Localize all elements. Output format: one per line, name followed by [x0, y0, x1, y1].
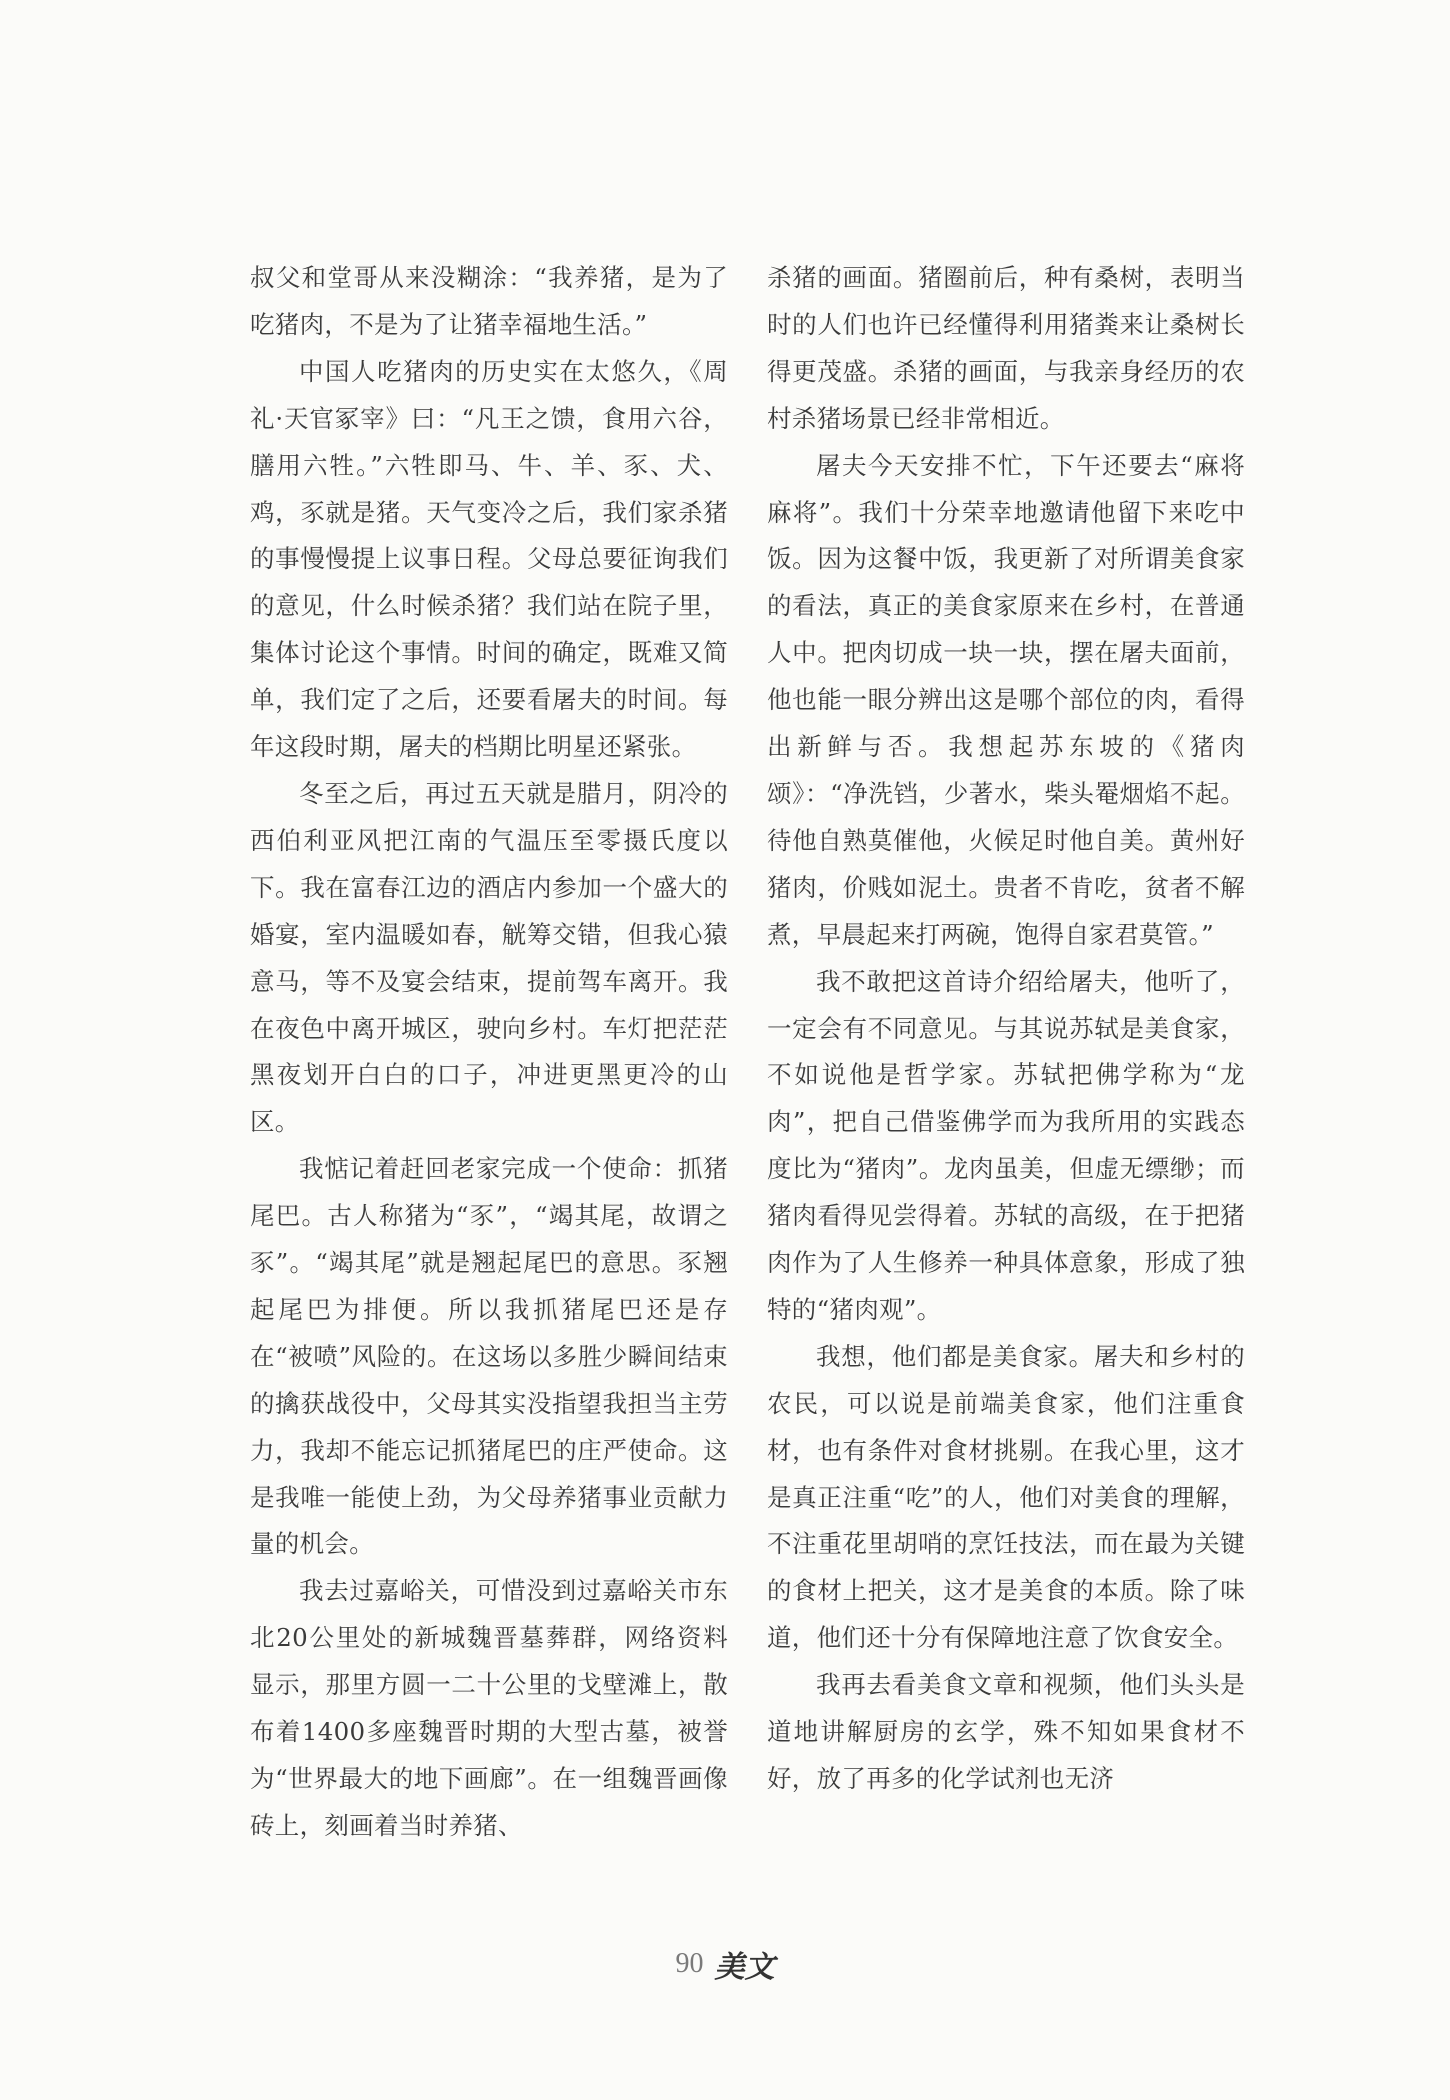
paragraph: 我不敢把这首诗介绍给屠夫，他听了，一定会有不同意见。与其说苏轼是美食家，不如说他是哲学家。苏轼把佛学称为“龙肉”，把自己借鉴佛学而为我所用的实践态度比为“猪肉”。龙肉虽美，但虚无缥缈；而猪肉看得见尝得着。苏轼的高级，在于把猪肉作为了人生修养一种具体意象，形成了独特的“猪肉观”。 [767, 966, 1245, 1324]
paragraph: 我去过嘉峪关，可惜没到过嘉峪关市东北20公里处的新城魏晋墓葬群，网络资料显示，那里方圆一二十公里的戈壁滩上，散布着1400多座魏晋时期的大型古墓，被誉为“世界最大的地下画廊”。在一组魏晋画像砖上，刻画着当时养猪、 [250, 1576, 728, 1840]
paragraph: 我想，他们都是美食家。屠夫和乡村的农民，可以说是前端美食家，他们注重食材，也有条件对食材挑剔。在我心里，这才是真正注重“吃”的人，他们对美食的理解，不注重花里胡哨的烹饪技法，而在最为关键的食材上把关，这才是美食的本质。除了味道，他们还十分有保障地注意了饮食安全。 [767, 1341, 1245, 1653]
paragraph: 杀猪的画面。猪圈前后，种有桑树，表明当时的人们也许已经懂得利用猪粪来让桑树长得更茂盛。杀猪的画面，与我亲身经历的农村杀猪场景已经非常相近。 [767, 263, 1245, 433]
page-number: 90 [675, 1948, 704, 1979]
paragraph: 我再去看美食文章和视频，他们头头是道地讲解厨房的玄学，殊不知如果食材不好，放了再多的化学试剂也无济 [767, 1670, 1245, 1793]
paragraph: 冬至之后，再过五天就是腊月，阴冷的西伯利亚风把江南的气温压至零摄氏度以下。我在富春江边的酒店内参加一个盛大的婚宴，室内温暖如春，觥筹交错，但我心猿意马，等不及宴会结束，提前驾车离开。我在夜色中离开城区，驶向乡村。车灯把茫茫黑夜划开白白的口子，冲进更黑更冷的山区。 [250, 778, 728, 1137]
text-column-left [250, 255, 728, 1850]
paragraph: 叔父和堂哥从来没糊涂：“我养猪，是为了吃猪肉，不是为了让猪幸福地生活。” [250, 263, 728, 339]
text-column-right [767, 255, 1245, 1803]
page-footer [0, 1942, 1450, 1986]
paragraph: 我惦记着赶回老家完成一个使命：抓猪尾巴。古人称猪为“豕”，“竭其尾，故谓之豕”。“竭其尾”就是翘起尾巴的意思。豕翘起尾巴为排便。所以我抓猪尾巴还是存在“被喷”风险的。在这场以多胜少瞬间结束的擒获战役中，父母其实没指望我担当主劳力，我却不能忘记抓猪尾巴的庄严使命。这是我唯一能使上劲，为父母养猪事业贡献力量的机会。 [250, 1154, 728, 1559]
paragraph: 中国人吃猪肉的历史实在太悠久，《周礼·天官冢宰》曰：“凡王之馈，食用六谷，膳用六牲。”六牲即马、牛、羊、豕、犬、鸡，豕就是猪。天气变冷之后，我们家杀猪的事慢慢提上议事日程。父母总要征询我们的意见，什么时候杀猪？我们站在院子里，集体讨论这个事情。时间的确定，既难又简单，我们定了之后，还要看屠夫的时间。每年这段时期，屠夫的档期比明星还紧张。 [250, 356, 728, 762]
paragraph: 屠夫今天安排不忙，下午还要去“麻将麻将”。我们十分荣幸地邀请他留下来吃中饭。因为这餐中饭，我更新了对所谓美食家的看法，真正的美食家原来在乡村，在普通人中。把肉切成一块一块，摆在屠夫面前，他也能一眼分辨出这是哪个部位的肉，看得出新鲜与否。我想起苏东坡的《猪肉颂》：“净洗铛，少著水，柴头罨烟焰不起。待他自熟莫催他，火候足时他自美。黄州好猪肉，价贱如泥土。贵者不肯吃，贫者不解煮，早晨起来打两碗，饱得自家君莫管。” [767, 450, 1245, 949]
magazine-logo: 美文 [714, 1950, 775, 1985]
